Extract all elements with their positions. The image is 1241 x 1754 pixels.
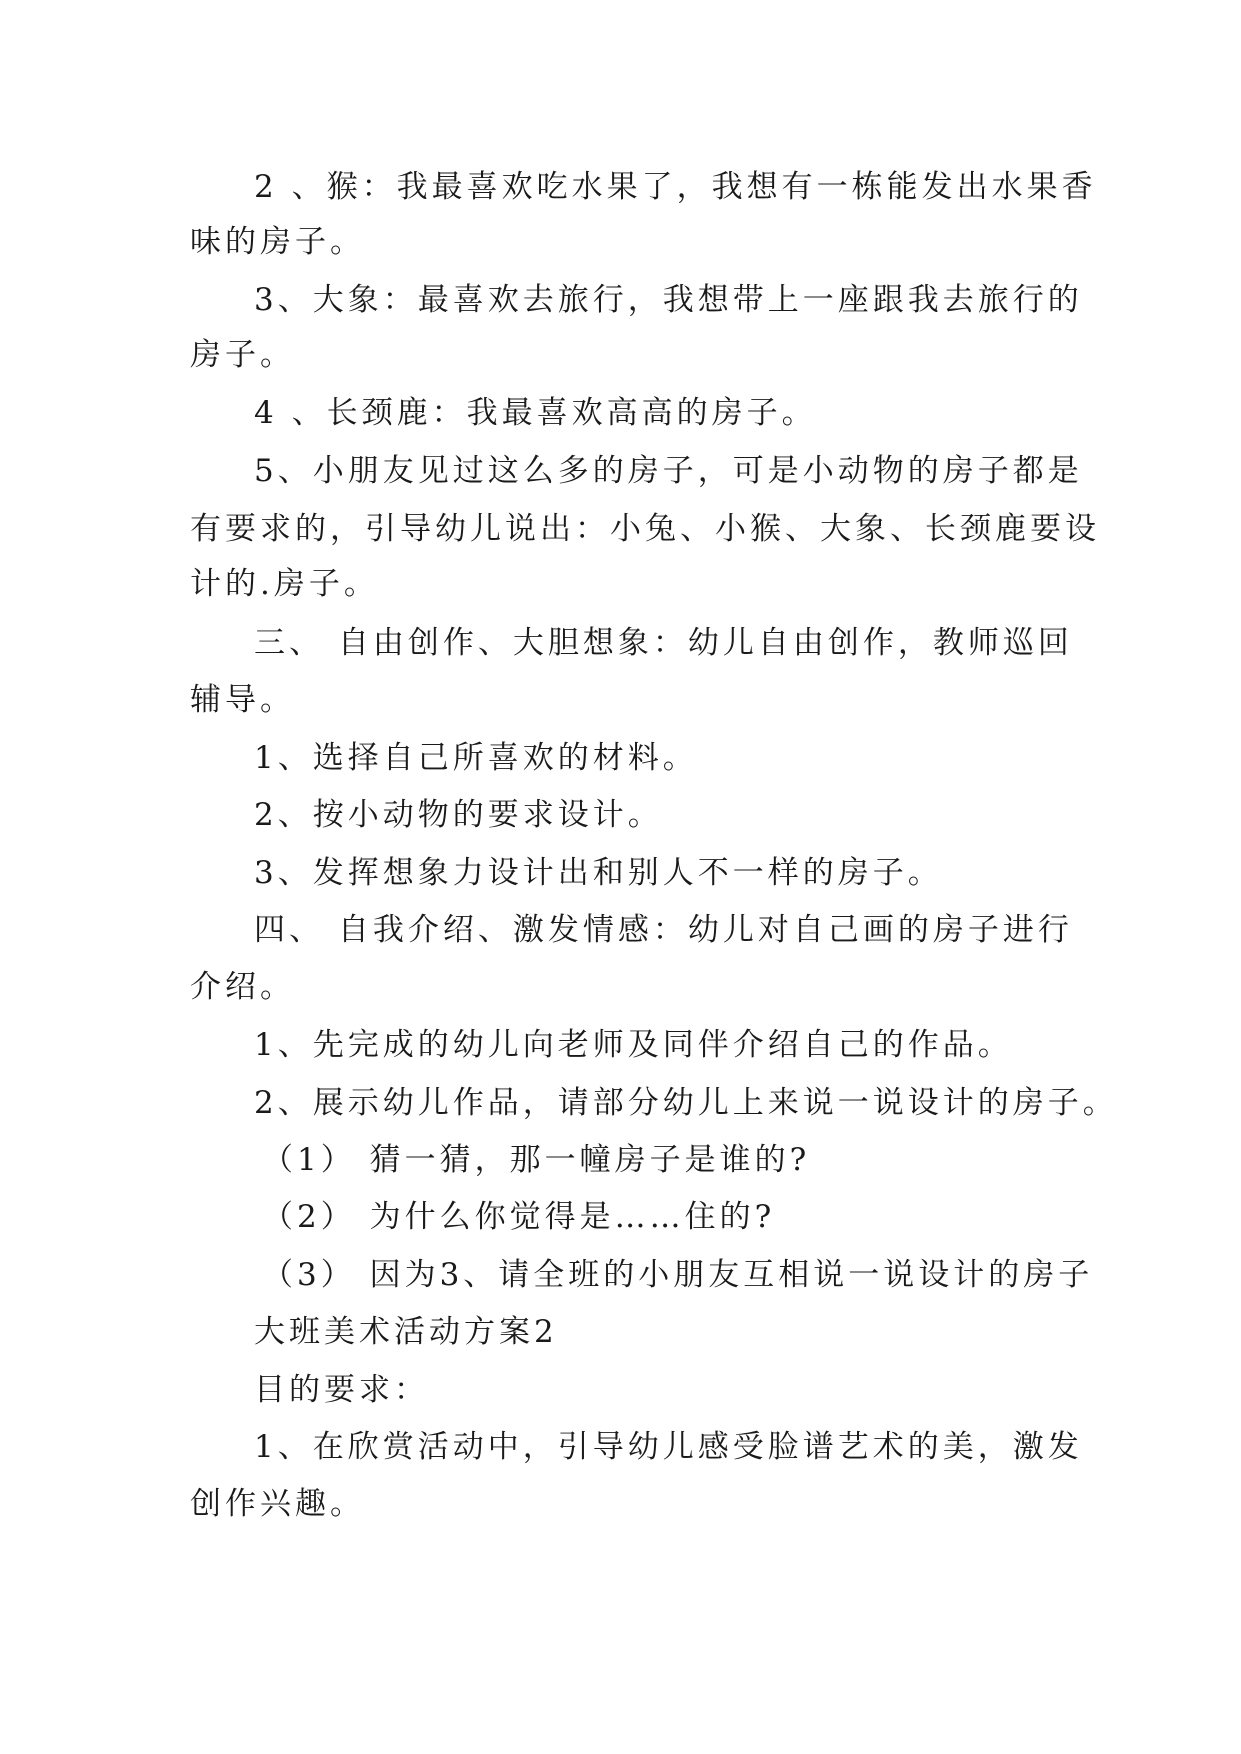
paragraph-line: 2、展示幼儿作品，请部分幼儿上来说一说设计的房子。: [254, 1085, 1118, 1121]
paragraph-line: （3） 因为3、请全班的小朋友互相说一说设计的房子: [262, 1257, 1094, 1293]
paragraph-line: 2 、猴：我最喜欢吃水果了，我想有一栋能发出水果香: [254, 169, 1097, 205]
paragraph-line: 3、大象：最喜欢去旅行，我想带上一座跟我去旅行的: [254, 282, 1083, 318]
paragraph-line: 房子。: [190, 337, 295, 373]
paragraph-line: 2、按小动物的要求设计。: [254, 797, 663, 833]
paragraph-line: 三、 自由创作、大胆想象：幼儿自由创作，教师巡回: [254, 625, 1073, 661]
paragraph-line: （1） 猜一猜，那一幢房子是谁的?: [262, 1142, 811, 1178]
paragraph-line: 1、在欣赏活动中，引导幼儿感受脸谱艺术的美，激发: [254, 1429, 1083, 1465]
paragraph-line: 有要求的，引导幼儿说出：小兔、小猴、大象、长颈鹿要设: [190, 511, 1100, 547]
paragraph-line: 1、先完成的幼儿向老师及同伴介绍自己的作品。: [254, 1027, 1013, 1063]
paragraph-line: 5、小朋友见过这么多的房子，可是小动物的房子都是: [254, 453, 1083, 489]
paragraph-line: 辅导。: [190, 682, 295, 718]
paragraph-line: （2） 为什么你觉得是……住的?: [262, 1199, 776, 1235]
paragraph-line: 创作兴趣。: [190, 1486, 365, 1522]
paragraph-line: 四、 自我介绍、激发情感：幼儿对自己画的房子进行: [254, 912, 1073, 948]
paragraph-line: 味的房子。: [190, 224, 365, 260]
paragraph-line: 4 、长颈鹿：我最喜欢高高的房子。: [254, 395, 817, 431]
paragraph-line: 目的要求：: [254, 1372, 429, 1408]
section-heading: 大班美术活动方案2: [254, 1314, 558, 1350]
paragraph-line: 介绍。: [190, 969, 295, 1005]
paragraph-line: 计的.房子。: [190, 566, 379, 602]
paragraph-line: 1、选择自己所喜欢的材料。: [254, 740, 698, 776]
paragraph-line: 3、发挥想象力设计出和别人不一样的房子。: [254, 855, 943, 891]
